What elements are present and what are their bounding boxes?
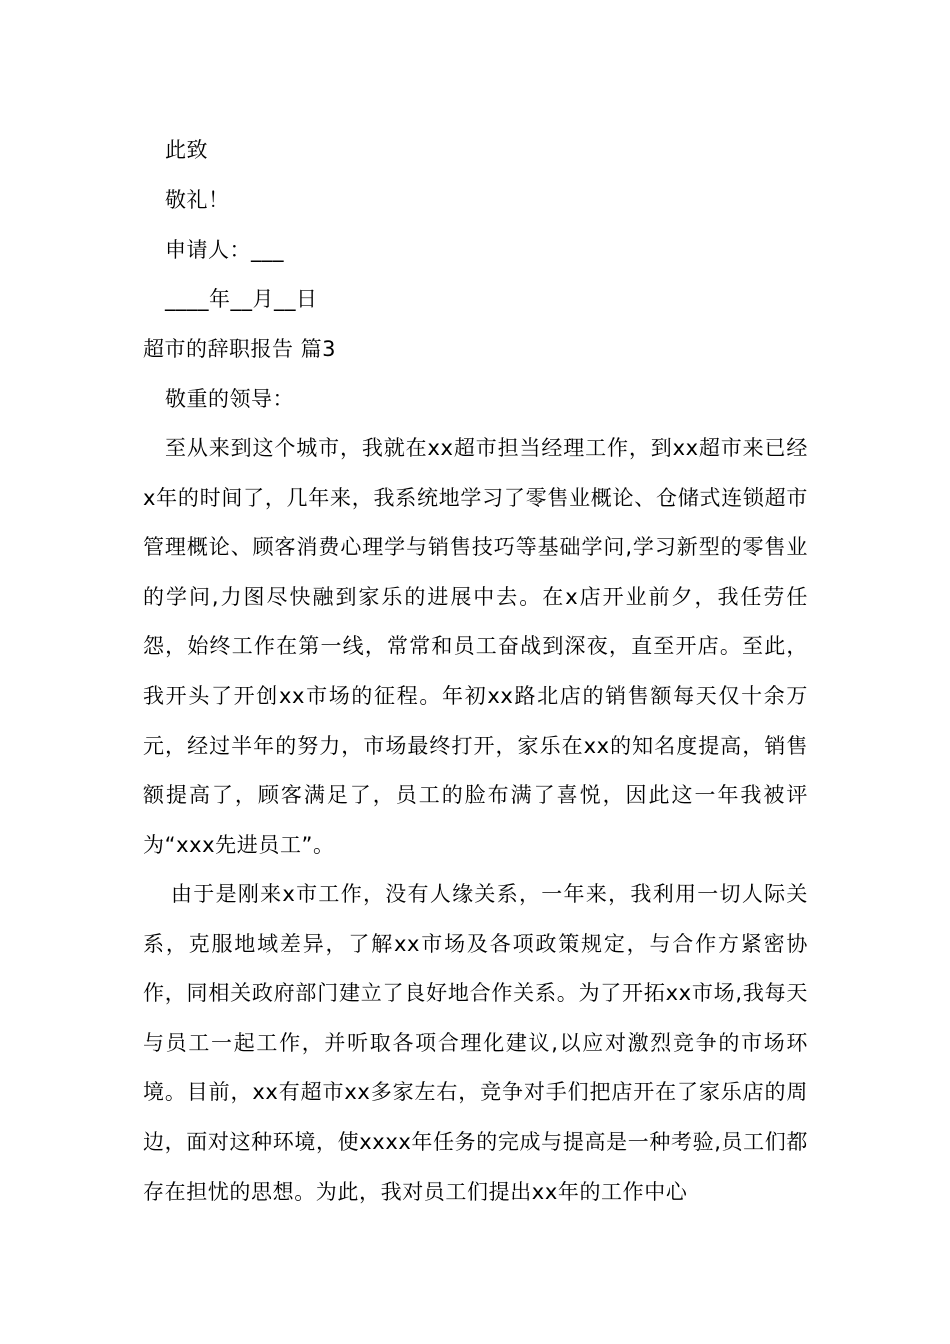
closing-regards: 敬礼！ xyxy=(165,188,230,212)
closing-salutation: 此致 xyxy=(165,138,208,162)
applicant-line: 申请人：___ xyxy=(165,238,284,262)
date-line: ____年__月__日 xyxy=(165,287,318,311)
body-paragraph-1: 至从来到这个城市，我就在xx超市担当经理工作，到xx超市来已经x年的时间了，几年来，我系统地学习了零售业概论、仓储式连锁超市管理概论、顾客消费心理学与销售技巧等基础学问,学习新型的零售业的学问,力图尽快融到家乐的进展中去。在x店开业前夕，我任劳任怨，始终工作在第一线，常常和员工奋战到深夜，直至开店。至此，我开头了开创xx市场的征程。年初xx路北店的销售额每天仅十余万元，经过半年的努力，市场最终打开，家乐在xx的知名度提高，销售额提高了，顾客满足了，员工的脸布满了喜悦，因此这一年我被评为“xxx先进员工”。 xyxy=(143,436,808,857)
section-title: 超市的辞职报告 篇3 xyxy=(143,337,337,361)
body-paragraph-2: 由于是刚来x市工作，没有人缘关系，一年来，我利用一切人际关系，克服地域差异，了解xx市场及各项政策规定，与合作方紧密协作，同相关政府部门建立了良好地合作关系。为了开拓xx市场,我每天与员工一起工作，并听取各项合理化建议,以应对激烈竞争的市场环境。目前，xx有超市xx多家左右，竞争对手们把店开在了家乐店的周边，面对这种环境，使xxxx年任务的完成与提高是一种考验,员工们都存在担忧的思想。为此，我对员工们提出xx年的工作中心 xyxy=(143,882,808,1204)
greeting: 敬重的领导： xyxy=(165,387,294,411)
